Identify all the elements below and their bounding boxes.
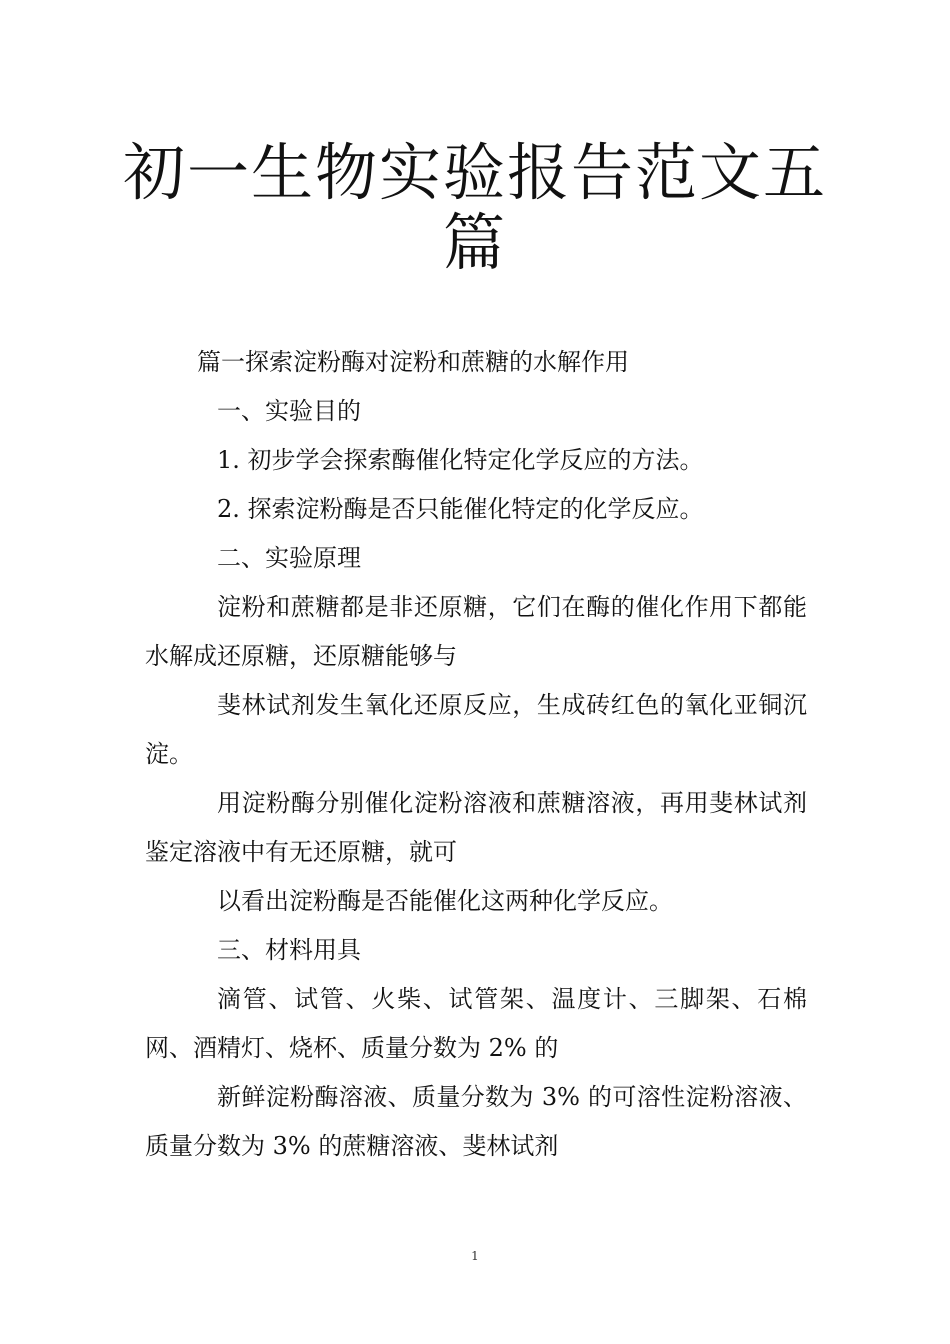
- paragraph: 2. 探索淀粉酶是否只能催化特定的化学反应。: [217, 495, 704, 523]
- paragraph: 斐林试剂发生氧化还原反应，生成砖红色的氧化亚铜沉淀。: [145, 691, 807, 768]
- section-heading: 二、实验原理: [217, 544, 361, 572]
- page-number: 1: [471, 1249, 479, 1263]
- paragraph: 淀粉和蔗糖都是非还原糖，它们在酶的催化作用下都能水解成还原糖，还原糖能够与: [145, 593, 807, 670]
- document-title: [100, 138, 850, 278]
- section-heading: 三、材料用具: [217, 936, 361, 964]
- paragraph: 1. 初步学会探索酶催化特定化学反应的方法。: [217, 446, 704, 474]
- document-body: [145, 338, 807, 1171]
- paragraph: 滴管、试管、火柴、试管架、温度计、三脚架、石棉网、酒精灯、烧杯、质量分数为 2% 的: [145, 985, 807, 1062]
- section-heading: 一、实验目的: [217, 397, 361, 425]
- title-line-1: 初一生物实验报告范文五: [122, 136, 827, 209]
- section-heading: 篇一探索淀粉酶对淀粉和蔗糖的水解作用: [197, 348, 629, 376]
- paragraph: 新鲜淀粉酶溶液、质量分数为 3% 的可溶性淀粉溶液、质量分数为 3% 的蔗糖溶液、斐林试剂: [145, 1083, 807, 1160]
- paragraph: 用淀粉酶分别催化淀粉溶液和蔗糖溶液，再用斐林试剂鉴定溶液中有无还原糖，就可: [145, 789, 807, 866]
- paragraph: 以看出淀粉酶是否能催化这两种化学反应。: [217, 887, 673, 915]
- title-line-2: 篇: [442, 206, 507, 279]
